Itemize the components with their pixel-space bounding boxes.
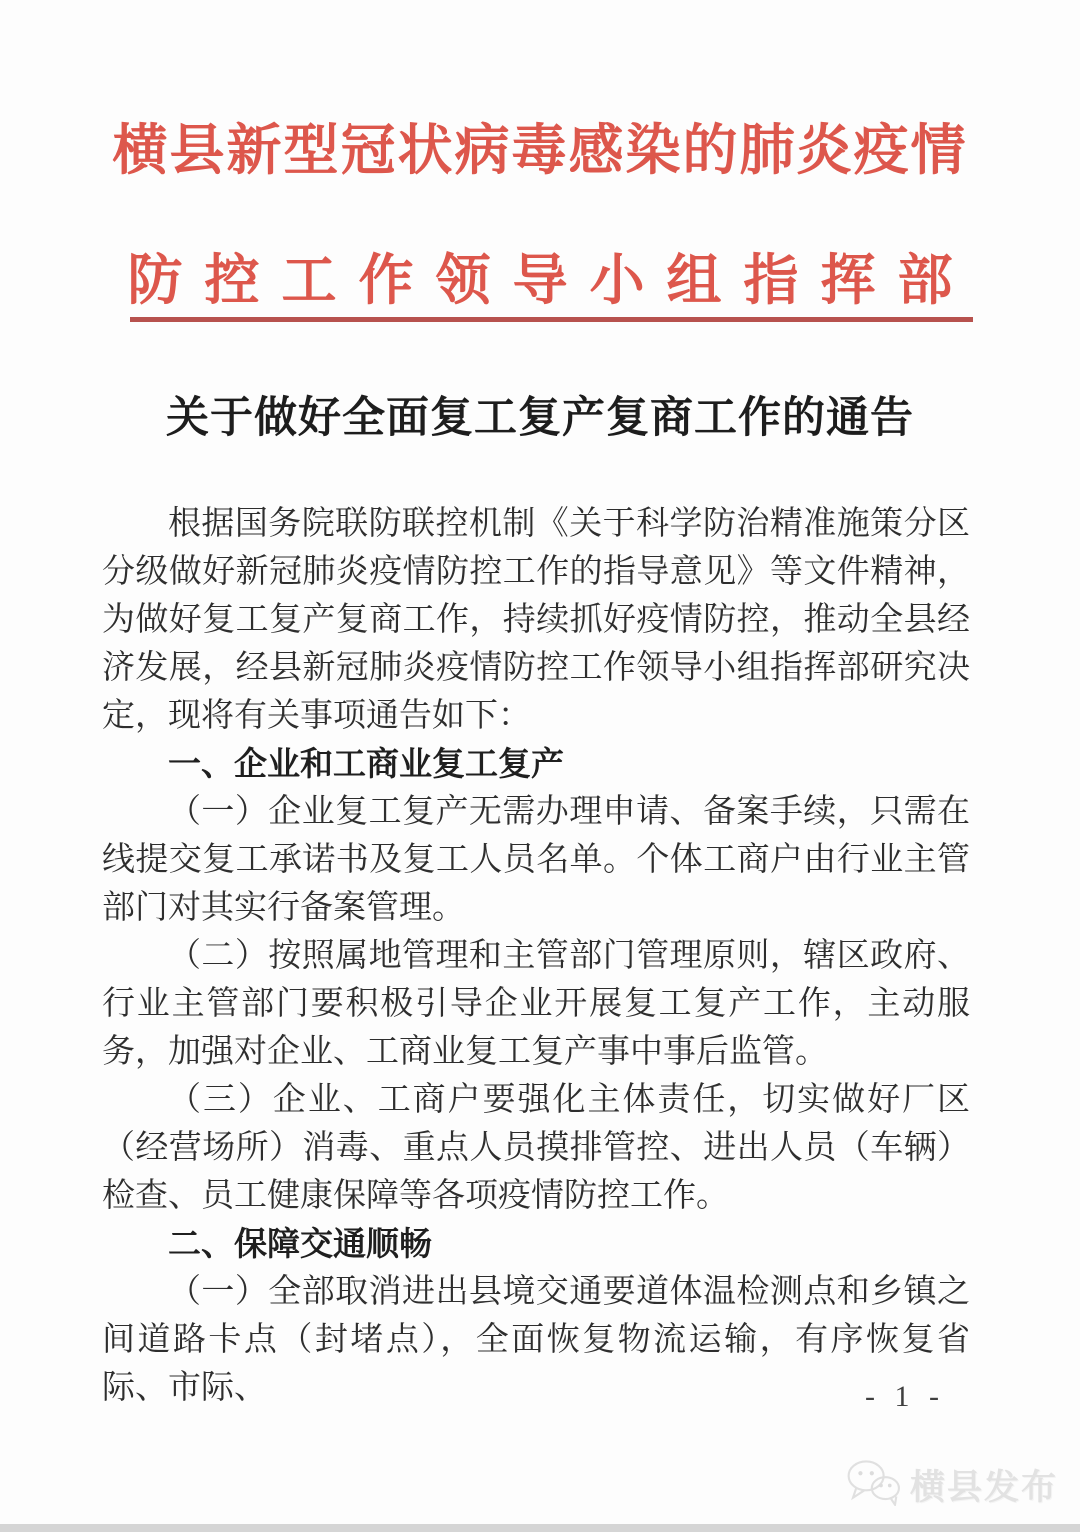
watermark-label: 横县发布 [909, 1467, 1058, 1507]
letterhead-line1: 横县新型冠状病毒感染的肺炎疫情 [112, 119, 968, 181]
paragraph-1-1: （一）企业复工复产无需办理申请、备案手续，只需在线提交复工承诺书及复工人员名单。个体工商户由行业主管部门对其实行备案管理。 [102, 794, 970, 926]
letterhead-line2: 防控工作领导小组指挥部 [127, 249, 975, 311]
page-number: - 1 - [865, 1380, 945, 1413]
page-title: 关于做好全面复工复产复商工作的通告 [166, 395, 914, 442]
letterhead-divider [130, 317, 973, 322]
document-body [102, 500, 970, 1412]
publisher-watermark [846, 1458, 1058, 1511]
paragraph-1-2: （二）按照属地管理和主管部门管理原则，辖区政府、行业主管部门要积极引导企业开展复工复产工作，主动服务，加强对企业、工商业复工复产事中事后监管。 [102, 938, 970, 1070]
wechat-logo-icon [846, 1458, 902, 1511]
section-heading-1: 一、企业和工商业复工复产 [168, 745, 564, 782]
paragraph-intro: 根据国务院联防联控机制《关于科学防治精准施策分区分级做好新冠肺炎疫情防控工作的指导意见》等文件精神，为做好复工复产复商工作，持续抓好疫情防控，推动全县经济发展，经县新冠肺炎疫情防控工作领导小组指挥部研究决定，现将有关事项通告如下： [102, 506, 970, 734]
section-heading-2: 二、保障交通顺畅 [168, 1225, 432, 1262]
bottom-edge-strip [0, 1524, 1080, 1532]
paragraph-1-3: （三）企业、工商户要强化主体责任，切实做好厂区（经营场所）消毒、重点人员摸排管控、进出人员（车辆）检查、员工健康保障等各项疫情防控工作。 [102, 1082, 970, 1214]
paragraph-2-1: （一）全部取消进出县境交通要道体温检测点和乡镇之间道路卡点（封堵点），全面恢复物流运输，有序恢复省际、市际、 [102, 1274, 970, 1406]
